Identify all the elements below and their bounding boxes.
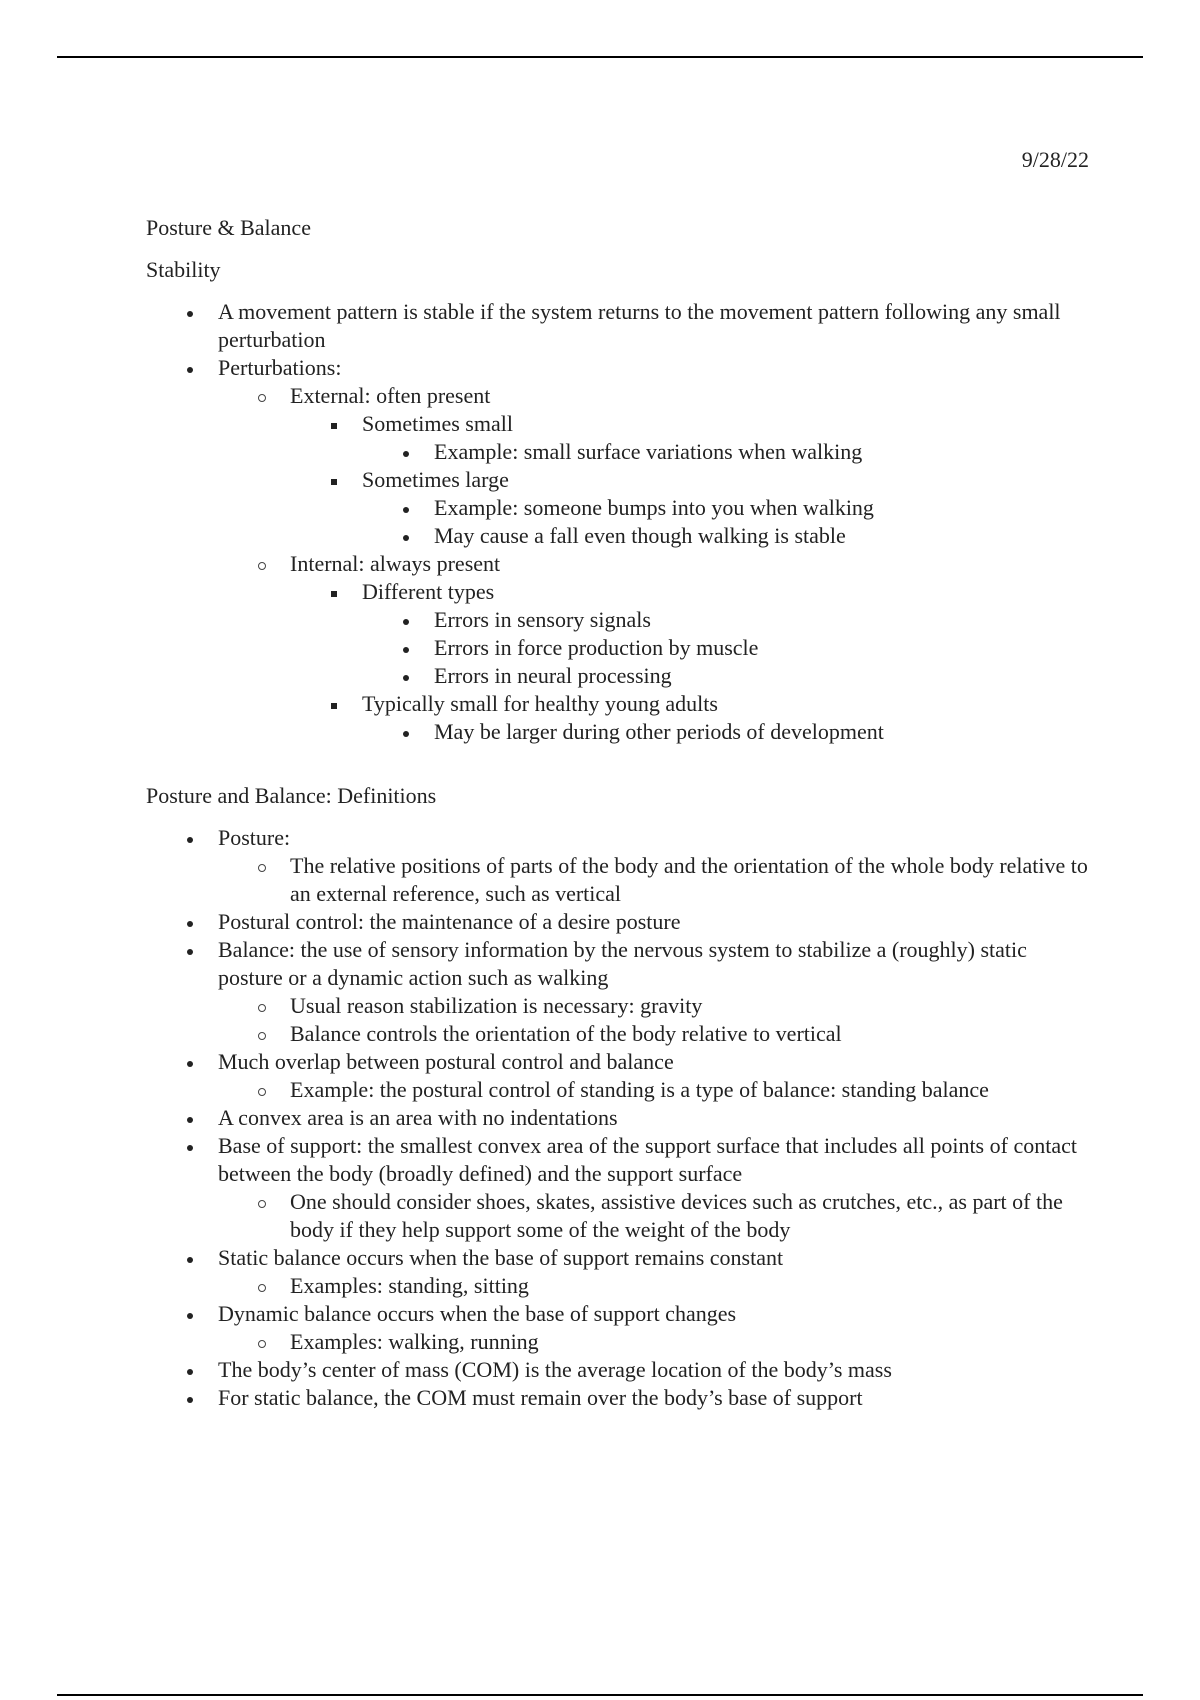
list-item: Much overlap between postural control and balance Example: the postural control of standing is a type of balance: standing balance xyxy=(146,1048,1096,1104)
bullet-icon xyxy=(180,1356,200,1384)
list-item: The body’s center of mass (COM) is the average location of the body’s mass xyxy=(146,1356,1096,1384)
list-item: Typically small for healthy young adults May be larger during other periods of development xyxy=(290,690,1096,746)
square-bullet-icon xyxy=(324,410,344,438)
list-item: External: often present Sometimes small Example: small surface variations when walking Sometimes large Example: someone bumps into you when walking May cause a fall even though walking is stable xyxy=(218,382,1096,550)
list-item: Posture: The relative positions of parts of the body and the orientation of the whole body relative to an external reference, such as vertical xyxy=(146,824,1096,908)
bullet-icon xyxy=(396,662,416,690)
bullet-icon xyxy=(180,298,200,326)
bullet-icon xyxy=(180,1104,200,1132)
circle-bullet-icon xyxy=(252,1328,272,1356)
bullet-icon xyxy=(396,438,416,466)
list-item: Examples: standing, sitting xyxy=(218,1272,1096,1300)
list-item: Different types Errors in sensory signals Errors in force production by muscle Errors in neural processing xyxy=(290,578,1096,690)
list-item: May be larger during other periods of development xyxy=(362,718,1096,746)
list-item: Balance controls the orientation of the body relative to vertical xyxy=(218,1020,1096,1048)
list-item: A convex area is an area with no indentations xyxy=(146,1104,1096,1132)
list-item: The relative positions of parts of the body and the orientation of the whole body relative to an external reference, such as vertical xyxy=(218,852,1096,908)
bullet-icon xyxy=(396,718,416,746)
list-item: Postural control: the maintenance of a desire posture xyxy=(146,908,1096,936)
bullet-icon xyxy=(396,494,416,522)
bullet-icon xyxy=(180,1244,200,1272)
square-bullet-icon xyxy=(324,466,344,494)
bullet-icon xyxy=(396,634,416,662)
circle-bullet-icon xyxy=(252,382,272,410)
document-date: 9/28/22 xyxy=(1021,147,1089,172)
list-item: Static balance occurs when the base of support remains constant Examples: standing, sitting xyxy=(146,1244,1096,1300)
list-item: Internal: always present Different types Errors in sensory signals Errors in force production by muscle Errors in neural processing Typically small for healthy young adults May be larger during other periods of development xyxy=(218,550,1096,746)
bullet-icon xyxy=(180,908,200,936)
bullet-icon xyxy=(180,1048,200,1076)
bullet-icon xyxy=(396,606,416,634)
list-item: Balance: the use of sensory information by the nervous system to stabilize a (roughly) static posture or a dynamic action such as walking Usual reason stabilization is necessary: gravity Balance controls the orientation of the body relative to vertical xyxy=(146,936,1096,1048)
list-item: Example: someone bumps into you when walking xyxy=(362,494,1096,522)
definitions-list xyxy=(146,824,1096,1412)
circle-bullet-icon xyxy=(252,992,272,1020)
bullet-icon xyxy=(180,1300,200,1328)
definitions-heading: Posture and Balance: Definitions xyxy=(146,783,437,808)
list-item: One should consider shoes, skates, assistive devices such as crutches, etc., as part of the body if they help support some of the weight of the body xyxy=(218,1188,1096,1244)
list-item: For static balance, the COM must remain over the body’s base of support xyxy=(146,1384,1096,1412)
list-item: Errors in sensory signals xyxy=(362,606,1096,634)
bullet-icon xyxy=(180,936,200,964)
bullet-icon xyxy=(180,354,200,382)
circle-bullet-icon xyxy=(252,1272,272,1300)
square-bullet-icon xyxy=(324,578,344,606)
document-body xyxy=(146,214,1096,1412)
stability-list xyxy=(146,298,1096,746)
list-item: Example: the postural control of standing is a type of balance: standing balance xyxy=(218,1076,1096,1104)
bullet-icon xyxy=(180,1384,200,1412)
list-item: Base of support: the smallest convex area of the support surface that includes all points of contact between the body (broadly defined) and the support surface One should consider shoes, skates, assistive devices such as crutches, etc., as part of the body if they help support some of the weight of the body xyxy=(146,1132,1096,1244)
circle-bullet-icon xyxy=(252,550,272,578)
circle-bullet-icon xyxy=(252,1076,272,1104)
stability-heading: Stability xyxy=(146,257,221,282)
list-item: Example: small surface variations when walking xyxy=(362,438,1096,466)
circle-bullet-icon xyxy=(252,1020,272,1048)
list-item: Errors in neural processing xyxy=(362,662,1096,690)
list-item: Usual reason stabilization is necessary: gravity xyxy=(218,992,1096,1020)
list-item: A movement pattern is stable if the system returns to the movement pattern following any small perturbation xyxy=(146,298,1096,354)
top-rule xyxy=(57,56,1143,58)
list-item: Examples: walking, running xyxy=(218,1328,1096,1356)
bullet-icon xyxy=(396,522,416,550)
bullet-icon xyxy=(180,1132,200,1160)
circle-bullet-icon xyxy=(252,1188,272,1216)
square-bullet-icon xyxy=(324,690,344,718)
circle-bullet-icon xyxy=(252,852,272,880)
bottom-rule xyxy=(57,1694,1143,1696)
list-item: Dynamic balance occurs when the base of support changes Examples: walking, running xyxy=(146,1300,1096,1356)
list-item: Sometimes small Example: small surface variations when walking xyxy=(290,410,1096,466)
document-title: Posture & Balance xyxy=(146,215,311,240)
list-item: May cause a fall even though walking is stable xyxy=(362,522,1096,550)
bullet-icon xyxy=(180,824,200,852)
list-item: Sometimes large Example: someone bumps into you when walking May cause a fall even though walking is stable xyxy=(290,466,1096,550)
list-item: Perturbations: External: often present Sometimes small Example: small surface variations when walking Sometimes large Example: someone bumps into you when walking May cause a fall even though walking is stable Internal: always present Different types Errors in sensory signals Errors in force production by muscle Errors in neural processing Typically small for healthy young adults May be larger during other periods of development xyxy=(146,354,1096,746)
list-item: Errors in force production by muscle xyxy=(362,634,1096,662)
